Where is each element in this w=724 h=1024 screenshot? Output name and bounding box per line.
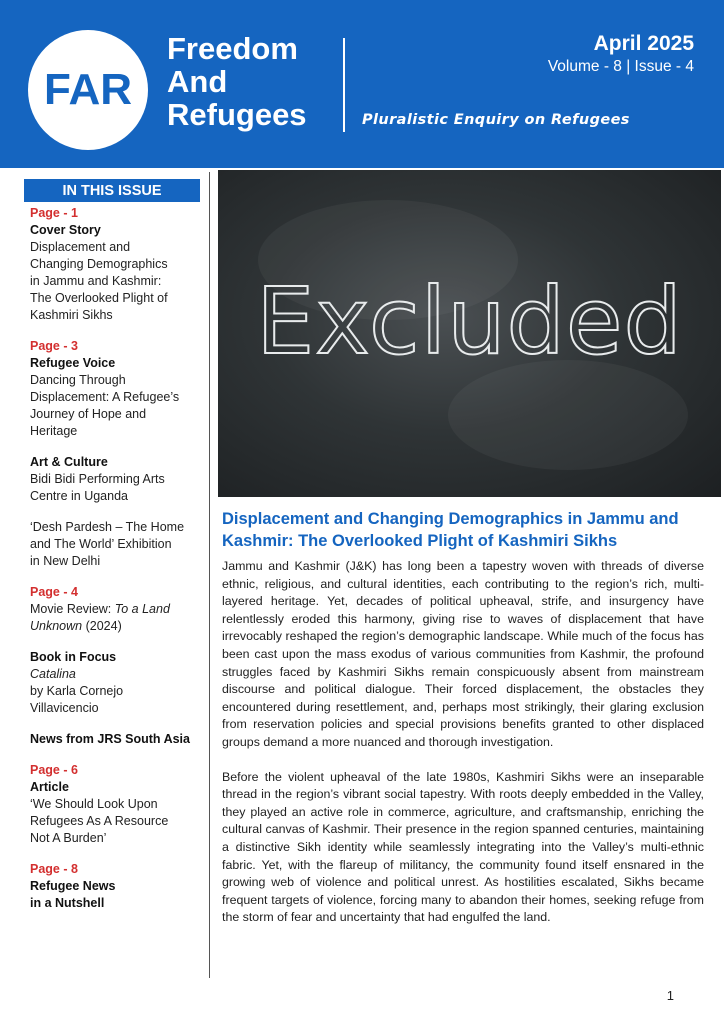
toc-section-label: Book in Focus — [30, 650, 117, 664]
issue-date: April 2025 — [593, 32, 694, 55]
toc-desc-line: The Overlooked Plight of — [30, 291, 168, 305]
toc-page-label: Page - 3 — [30, 339, 78, 353]
toc-item-article[interactable] — [30, 762, 200, 847]
toc-item-refugee-voice[interactable] — [30, 338, 200, 440]
toc-section-label: News from JRS South Asia — [30, 732, 190, 746]
article-paragraph: Before the violent upheaval of the late 1980s, Kashmiri Sikhs were an inseparable thread in the region’s vibrant social tapestry. With roots deeply embedded in the Valley, they played an active role in commerce, agriculture, and craftsmanship, enriching the cultural canvas of Kashmir. Their presence in the region spanned centuries, maintaining a distinctive Sikh identity while seamlessly integrating into the Valley’s multi-ethnic fabric. Yet, with the flareup of militancy, the community found itself ensnared in the growing web of violence and political unrest. As hostilities escalated, Sikhs became frequent targets of violence, forcing many to abandon their homes, seeking refuge from the storm of fear and uncertainty that had engulfed the land. — [222, 769, 704, 925]
toc-page-label: Page - 1 — [30, 206, 78, 220]
toc-item-jrs-news[interactable] — [30, 731, 200, 748]
chalk-smudge — [448, 360, 688, 470]
chalkboard-image — [218, 170, 721, 497]
toc-item-refugee-news[interactable] — [30, 861, 200, 912]
toc-desc-line: Villavicencio — [30, 701, 99, 715]
toc-desc-line: in New Delhi — [30, 554, 101, 568]
logo-text: FAR — [44, 65, 132, 114]
table-of-contents — [24, 179, 200, 926]
article-title: Displacement and Changing Demographics in Jammu and Kashmir: The Overlooked Plight of Kashmiri Sikhs — [222, 510, 679, 550]
toc-desc-line: ‘Desh Pardesh – The Home — [30, 520, 185, 534]
toc-desc-italic: To a Land — [114, 602, 170, 616]
toc-desc-line — [30, 618, 200, 635]
toc-item-cover-story[interactable] — [30, 205, 200, 324]
sidebar-divider — [209, 172, 210, 978]
toc-desc-line: Refugees As A Resource — [30, 814, 169, 828]
cover-article — [222, 508, 704, 927]
toc-desc-line: Heritage — [30, 424, 78, 438]
header-divider — [343, 38, 345, 132]
toc-title: IN THIS ISSUE — [24, 179, 200, 202]
toc-section-label: in a Nutshell — [30, 896, 105, 910]
toc-item-desh-pardesh[interactable] — [30, 519, 200, 570]
toc-section-label: Art & Culture — [30, 455, 108, 469]
toc-desc-line: by Karla Cornejo — [30, 684, 124, 698]
toc-section-label: Cover Story — [30, 223, 101, 237]
toc-item-movie-review[interactable] — [30, 584, 200, 635]
toc-desc-italic: Catalina — [30, 667, 76, 681]
brand-line-3: Refugees — [167, 97, 307, 132]
toc-desc-line: Changing Demographics — [30, 257, 168, 271]
far-logo — [28, 30, 148, 150]
publication-name — [167, 32, 307, 131]
toc-page-label: Page - 8 — [30, 862, 78, 876]
toc-desc-line — [30, 601, 200, 618]
toc-desc-line: Not A Burden’ — [30, 831, 107, 845]
toc-desc-prefix: Movie Review: — [30, 602, 115, 616]
toc-desc-line: Bidi Bidi Performing Arts — [30, 472, 165, 486]
toc-page-label: Page - 6 — [30, 763, 78, 777]
toc-list — [24, 202, 200, 912]
toc-item-art-culture[interactable] — [30, 454, 200, 505]
toc-section-label: Refugee Voice — [30, 356, 116, 370]
toc-desc-line: Displacement and — [30, 240, 131, 254]
toc-desc-suffix: (2024) — [82, 619, 122, 633]
toc-item-book-in-focus[interactable] — [30, 649, 200, 717]
brand-line-2: And — [167, 64, 228, 99]
toc-desc-line: Centre in Uganda — [30, 489, 128, 503]
masthead — [0, 0, 724, 168]
toc-desc-line: ‘We Should Look Upon — [30, 797, 158, 811]
toc-section-label: Article — [30, 780, 69, 794]
toc-desc-line: Dancing Through — [30, 373, 126, 387]
toc-section-label: Refugee News — [30, 879, 116, 893]
toc-page-label: Page - 4 — [30, 585, 78, 599]
toc-desc-line: in Jammu and Kashmir: — [30, 274, 162, 288]
page-number: 1 — [666, 988, 674, 1003]
toc-desc-line: Journey of Hope and — [30, 407, 147, 421]
toc-desc-line — [30, 666, 200, 683]
toc-desc-italic: Unknown — [30, 619, 83, 633]
toc-desc-line: and The World’ Exhibition — [30, 537, 172, 551]
issue-volume: Volume - 8 | Issue - 4 — [547, 58, 694, 75]
tagline: Pluralistic Enquiry on Refugees — [362, 112, 630, 128]
toc-desc-line: Displacement: A Refugee’s — [30, 390, 180, 404]
brand-line-1: Freedom — [167, 31, 298, 66]
toc-desc-line: Kashmiri Sikhs — [30, 308, 113, 322]
article-paragraph: Jammu and Kashmir (J&K) has long been a tapestry woven with threads of diverse ethnic, religious, and cultural identities, each contributing to the region’s rich, multi-layered heritage. Yet, decades of political upheaval, strife, and insurgency have relentlessly eroded this harmony, giving rise to waves of displacement that have irrevocably reshaped the region’s demographic landscape. While much of the focus has been cast upon the mass exodus of various communities from Kashmir, the profound struggles faced by Kashmiri Sikhs remain conspicuously absent from mainstream discourse and political dialogue. Their forced displacement, the obstacles they encountered during resettlement, and, perhaps most strikingly, their glaring exclusion from reservation policies and special provisions benefits granted to other displaced groups demand a more nuanced and thorough investigation. — [222, 559, 704, 749]
chalk-word: Excluded — [256, 268, 683, 375]
